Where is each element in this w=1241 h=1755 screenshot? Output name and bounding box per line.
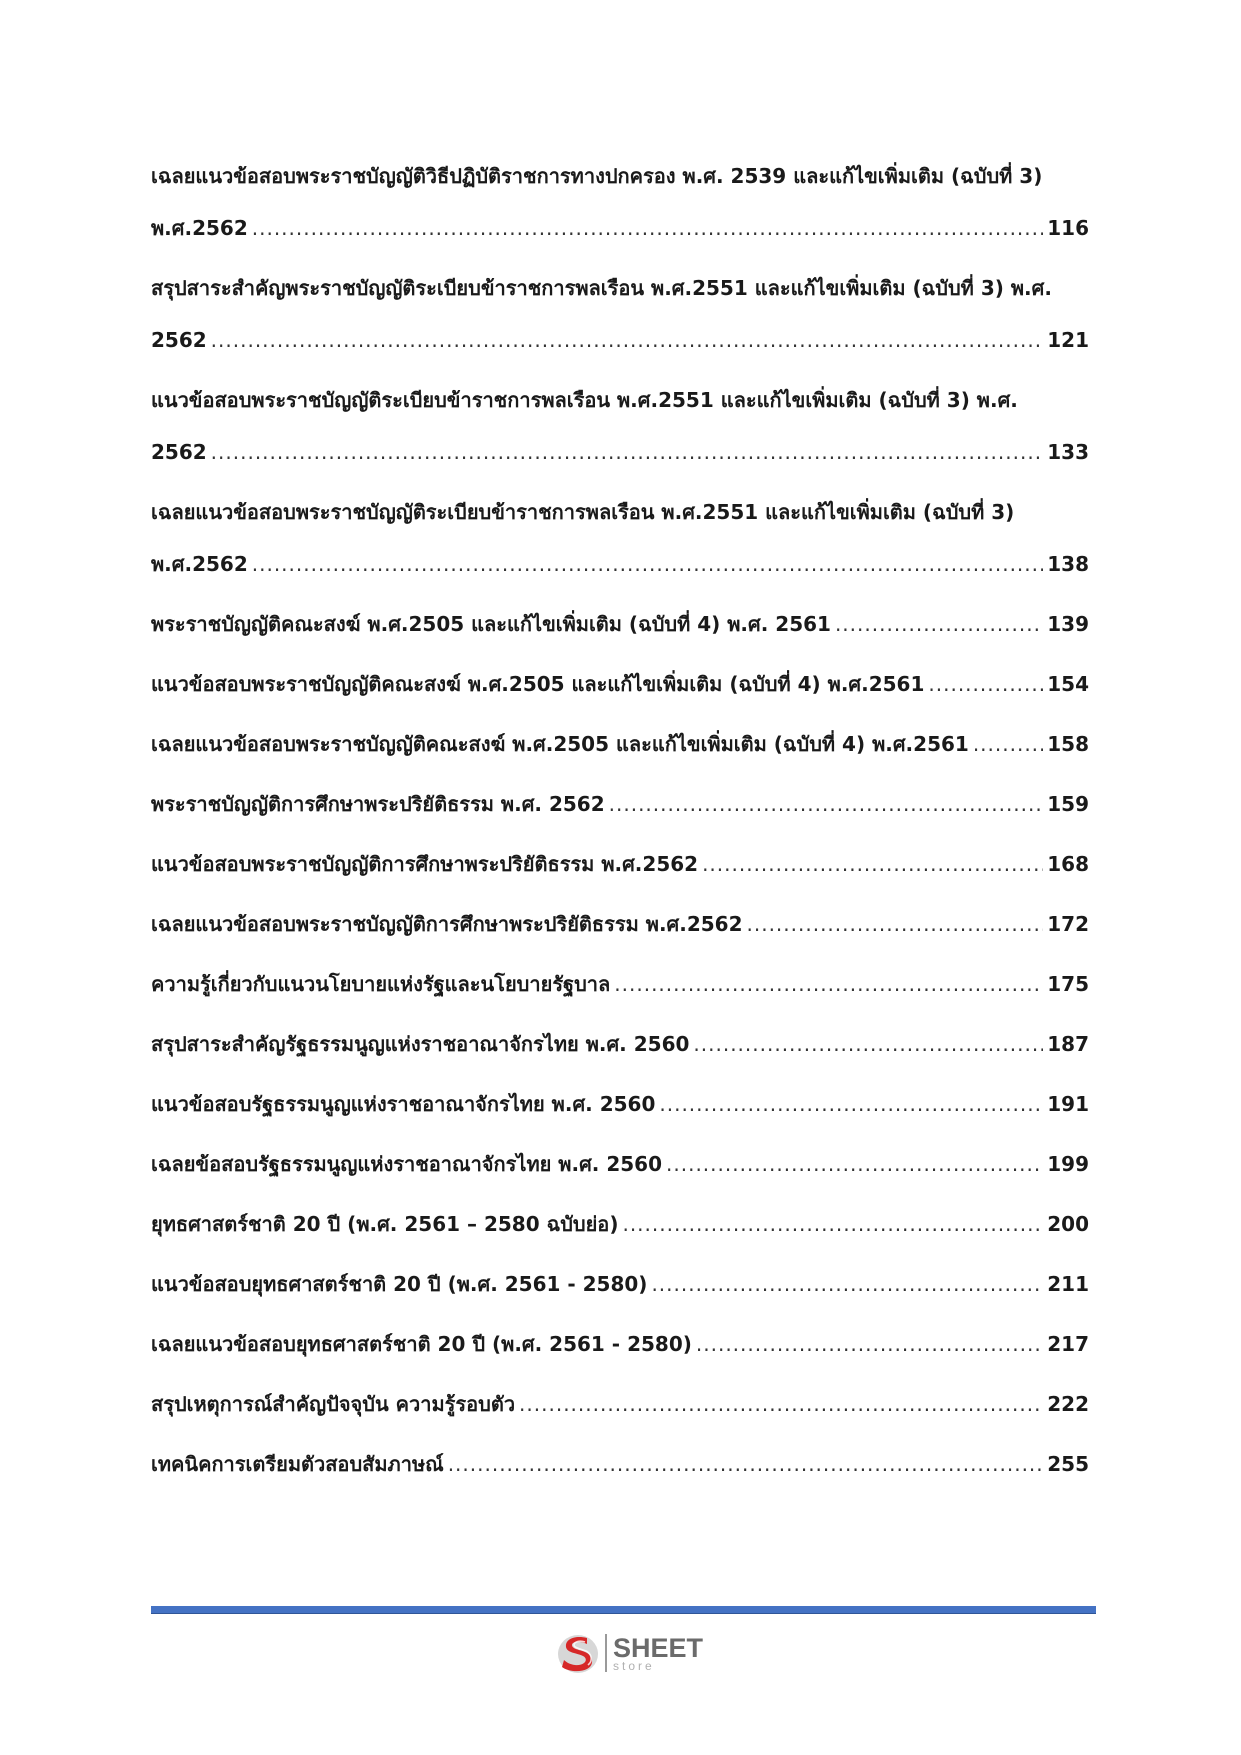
toc-page-number: 158 xyxy=(1047,732,1089,756)
toc-entry[interactable] xyxy=(151,1198,1089,1258)
logo-text xyxy=(613,1632,704,1673)
sheet-store-logo xyxy=(555,1628,715,1678)
toc-entry[interactable] xyxy=(151,658,1089,718)
dot-leader xyxy=(747,898,1044,950)
toc-page-number: 175 xyxy=(1047,972,1089,996)
toc-page-number: 191 xyxy=(1047,1092,1089,1116)
dot-leader xyxy=(211,426,1044,478)
sheet-store-s-logo-icon xyxy=(555,1630,601,1676)
toc-entry-title: ความรู้เกี่ยวกับแนวนโยบายแห่งรัฐและนโยบายรัฐบาล xyxy=(151,972,611,996)
toc-entry[interactable] xyxy=(151,718,1089,778)
toc-page-number: 255 xyxy=(1047,1452,1089,1476)
toc-entry-title: เฉลยแนวข้อสอบยุทธศาสตร์ชาติ 20 ปี (พ.ศ. 2561 - 2580) xyxy=(151,1332,692,1356)
toc-entry[interactable] xyxy=(151,898,1089,958)
toc-entry-title-cont: 2562 xyxy=(151,440,207,464)
toc-entry-title: สรุปสาระสำคัญพระราชบัญญัติระเบียบข้าราชการพลเรือน พ.ศ.2551 และแก้ไขเพิ่มเติม (ฉบับที่ 3) พ.ศ. xyxy=(151,276,1052,300)
toc-entry[interactable] xyxy=(151,1258,1089,1318)
toc-entry-title: เฉลยแนวข้อสอบพระราชบัญญัติระเบียบข้าราชการพลเรือน พ.ศ.2551 และแก้ไขเพิ่มเติม (ฉบับที่ 3) xyxy=(151,500,1015,524)
toc-entry[interactable] xyxy=(151,838,1089,898)
dot-leader xyxy=(666,1138,1043,1190)
logo-word: SHEET xyxy=(613,1632,704,1663)
toc-page-number: 199 xyxy=(1047,1152,1089,1176)
toc-page-number: 200 xyxy=(1047,1212,1089,1236)
toc-entry-title-cont: พ.ศ.2562 xyxy=(151,216,248,240)
toc-page-number: 168 xyxy=(1047,852,1089,876)
dot-leader xyxy=(702,838,1043,890)
toc-entry-title-cont: พ.ศ.2562 xyxy=(151,552,248,576)
toc-page-number: 222 xyxy=(1047,1392,1089,1416)
dot-leader xyxy=(693,1018,1043,1070)
dot-leader xyxy=(252,538,1044,590)
toc-entry-title: แนวข้อสอบรัฐธรรมนูญแห่งราชอาณาจักรไทย พ.ศ. 2560 xyxy=(151,1092,656,1116)
toc-entry-title: เฉลยข้อสอบรัฐธรรมนูญแห่งราชอาณาจักรไทย พ.ศ. 2560 xyxy=(151,1152,663,1176)
dot-leader xyxy=(835,598,1043,650)
toc-page-number: 211 xyxy=(1047,1272,1089,1296)
logo-subtext: store xyxy=(613,1658,655,1673)
toc-page-number: 139 xyxy=(1047,612,1089,636)
toc-entry-title: แนวข้อสอบพระราชบัญญัติการศึกษาพระปริยัติธรรม พ.ศ.2562 xyxy=(151,852,699,876)
toc-entry[interactable] xyxy=(151,1138,1089,1198)
toc-entry[interactable] xyxy=(151,1018,1089,1078)
toc-entry-title: สรุปเหตุการณ์สำคัญปัจจุบัน ความรู้รอบตัว xyxy=(151,1392,516,1416)
dot-leader xyxy=(519,1378,1043,1430)
dot-leader xyxy=(609,778,1044,830)
toc-entry-title: เฉลยแนวข้อสอบพระราชบัญญัติการศึกษาพระปริยัติธรรม พ.ศ.2562 xyxy=(151,912,743,936)
toc-entry-title: แนวข้อสอบพระราชบัญญัติระเบียบข้าราชการพลเรือน พ.ศ.2551 และแก้ไขเพิ่มเติม (ฉบับที่ 3) พ.ศ. xyxy=(151,388,1018,412)
footer-divider-bar xyxy=(151,1606,1096,1614)
toc-entry-title: ยุทธศาสตร์ชาติ 20 ปี (พ.ศ. 2561 – 2580 ฉบับย่อ) xyxy=(151,1212,619,1236)
table-of-contents xyxy=(151,150,1089,1498)
dot-leader xyxy=(622,1198,1043,1250)
toc-entry-title: พระราชบัญญัติคณะสงฆ์ พ.ศ.2505 และแก้ไขเพิ่มเติม (ฉบับที่ 4) พ.ศ. 2561 xyxy=(151,612,831,636)
dot-leader xyxy=(614,958,1043,1010)
toc-page-number: 159 xyxy=(1047,792,1089,816)
dot-leader xyxy=(928,658,1043,710)
toc-page-number: 138 xyxy=(1047,552,1089,576)
toc-entry[interactable] xyxy=(151,486,1089,590)
toc-entry[interactable] xyxy=(151,150,1089,254)
toc-entry[interactable] xyxy=(151,958,1089,1018)
toc-page-number: 121 xyxy=(1047,328,1089,352)
toc-entry[interactable] xyxy=(151,262,1089,366)
toc-page-number: 187 xyxy=(1047,1032,1089,1056)
toc-entry[interactable] xyxy=(151,1438,1089,1498)
toc-page-number: 116 xyxy=(1047,216,1089,240)
toc-entry[interactable] xyxy=(151,374,1089,478)
dot-leader xyxy=(651,1258,1043,1310)
toc-page-number: 133 xyxy=(1047,440,1089,464)
dot-leader xyxy=(211,314,1044,366)
toc-entry-title: เฉลยแนวข้อสอบพระราชบัญญัติวิธีปฏิบัติราชการทางปกครอง พ.ศ. 2539 และแก้ไขเพิ่มเติม (ฉบับที่ 3) xyxy=(151,164,1043,188)
toc-entry[interactable] xyxy=(151,778,1089,838)
toc-page-number: 172 xyxy=(1047,912,1089,936)
toc-entry[interactable] xyxy=(151,1078,1089,1138)
toc-entry-title: เฉลยแนวข้อสอบพระราชบัญญัติคณะสงฆ์ พ.ศ.2505 และแก้ไขเพิ่มเติม (ฉบับที่ 4) พ.ศ.2561 xyxy=(151,732,969,756)
toc-entry-title: สรุปสาระสำคัญรัฐธรรมนูญแห่งราชอาณาจักรไทย พ.ศ. 2560 xyxy=(151,1032,690,1056)
toc-entry-title: เทคนิคการเตรียมตัวสอบสัมภาษณ์ xyxy=(151,1452,444,1476)
toc-entry[interactable] xyxy=(151,1318,1089,1378)
toc-entry-title-cont: 2562 xyxy=(151,328,207,352)
dot-leader xyxy=(448,1438,1044,1490)
dot-leader xyxy=(973,718,1043,770)
logo-divider xyxy=(605,1634,607,1672)
toc-entry-title: แนวข้อสอบยุทธศาสตร์ชาติ 20 ปี (พ.ศ. 2561 - 2580) xyxy=(151,1272,648,1296)
dot-leader xyxy=(252,202,1044,254)
dot-leader xyxy=(659,1078,1043,1130)
toc-entry[interactable] xyxy=(151,598,1089,658)
dot-leader xyxy=(696,1318,1043,1370)
toc-entry-title: แนวข้อสอบพระราชบัญญัติคณะสงฆ์ พ.ศ.2505 และแก้ไขเพิ่มเติม (ฉบับที่ 4) พ.ศ.2561 xyxy=(151,672,925,696)
toc-entry[interactable] xyxy=(151,1378,1089,1438)
toc-page-number: 217 xyxy=(1047,1332,1089,1356)
toc-entry-title: พระราชบัญญัติการศึกษาพระปริยัติธรรม พ.ศ. 2562 xyxy=(151,792,605,816)
toc-page-number: 154 xyxy=(1047,672,1089,696)
